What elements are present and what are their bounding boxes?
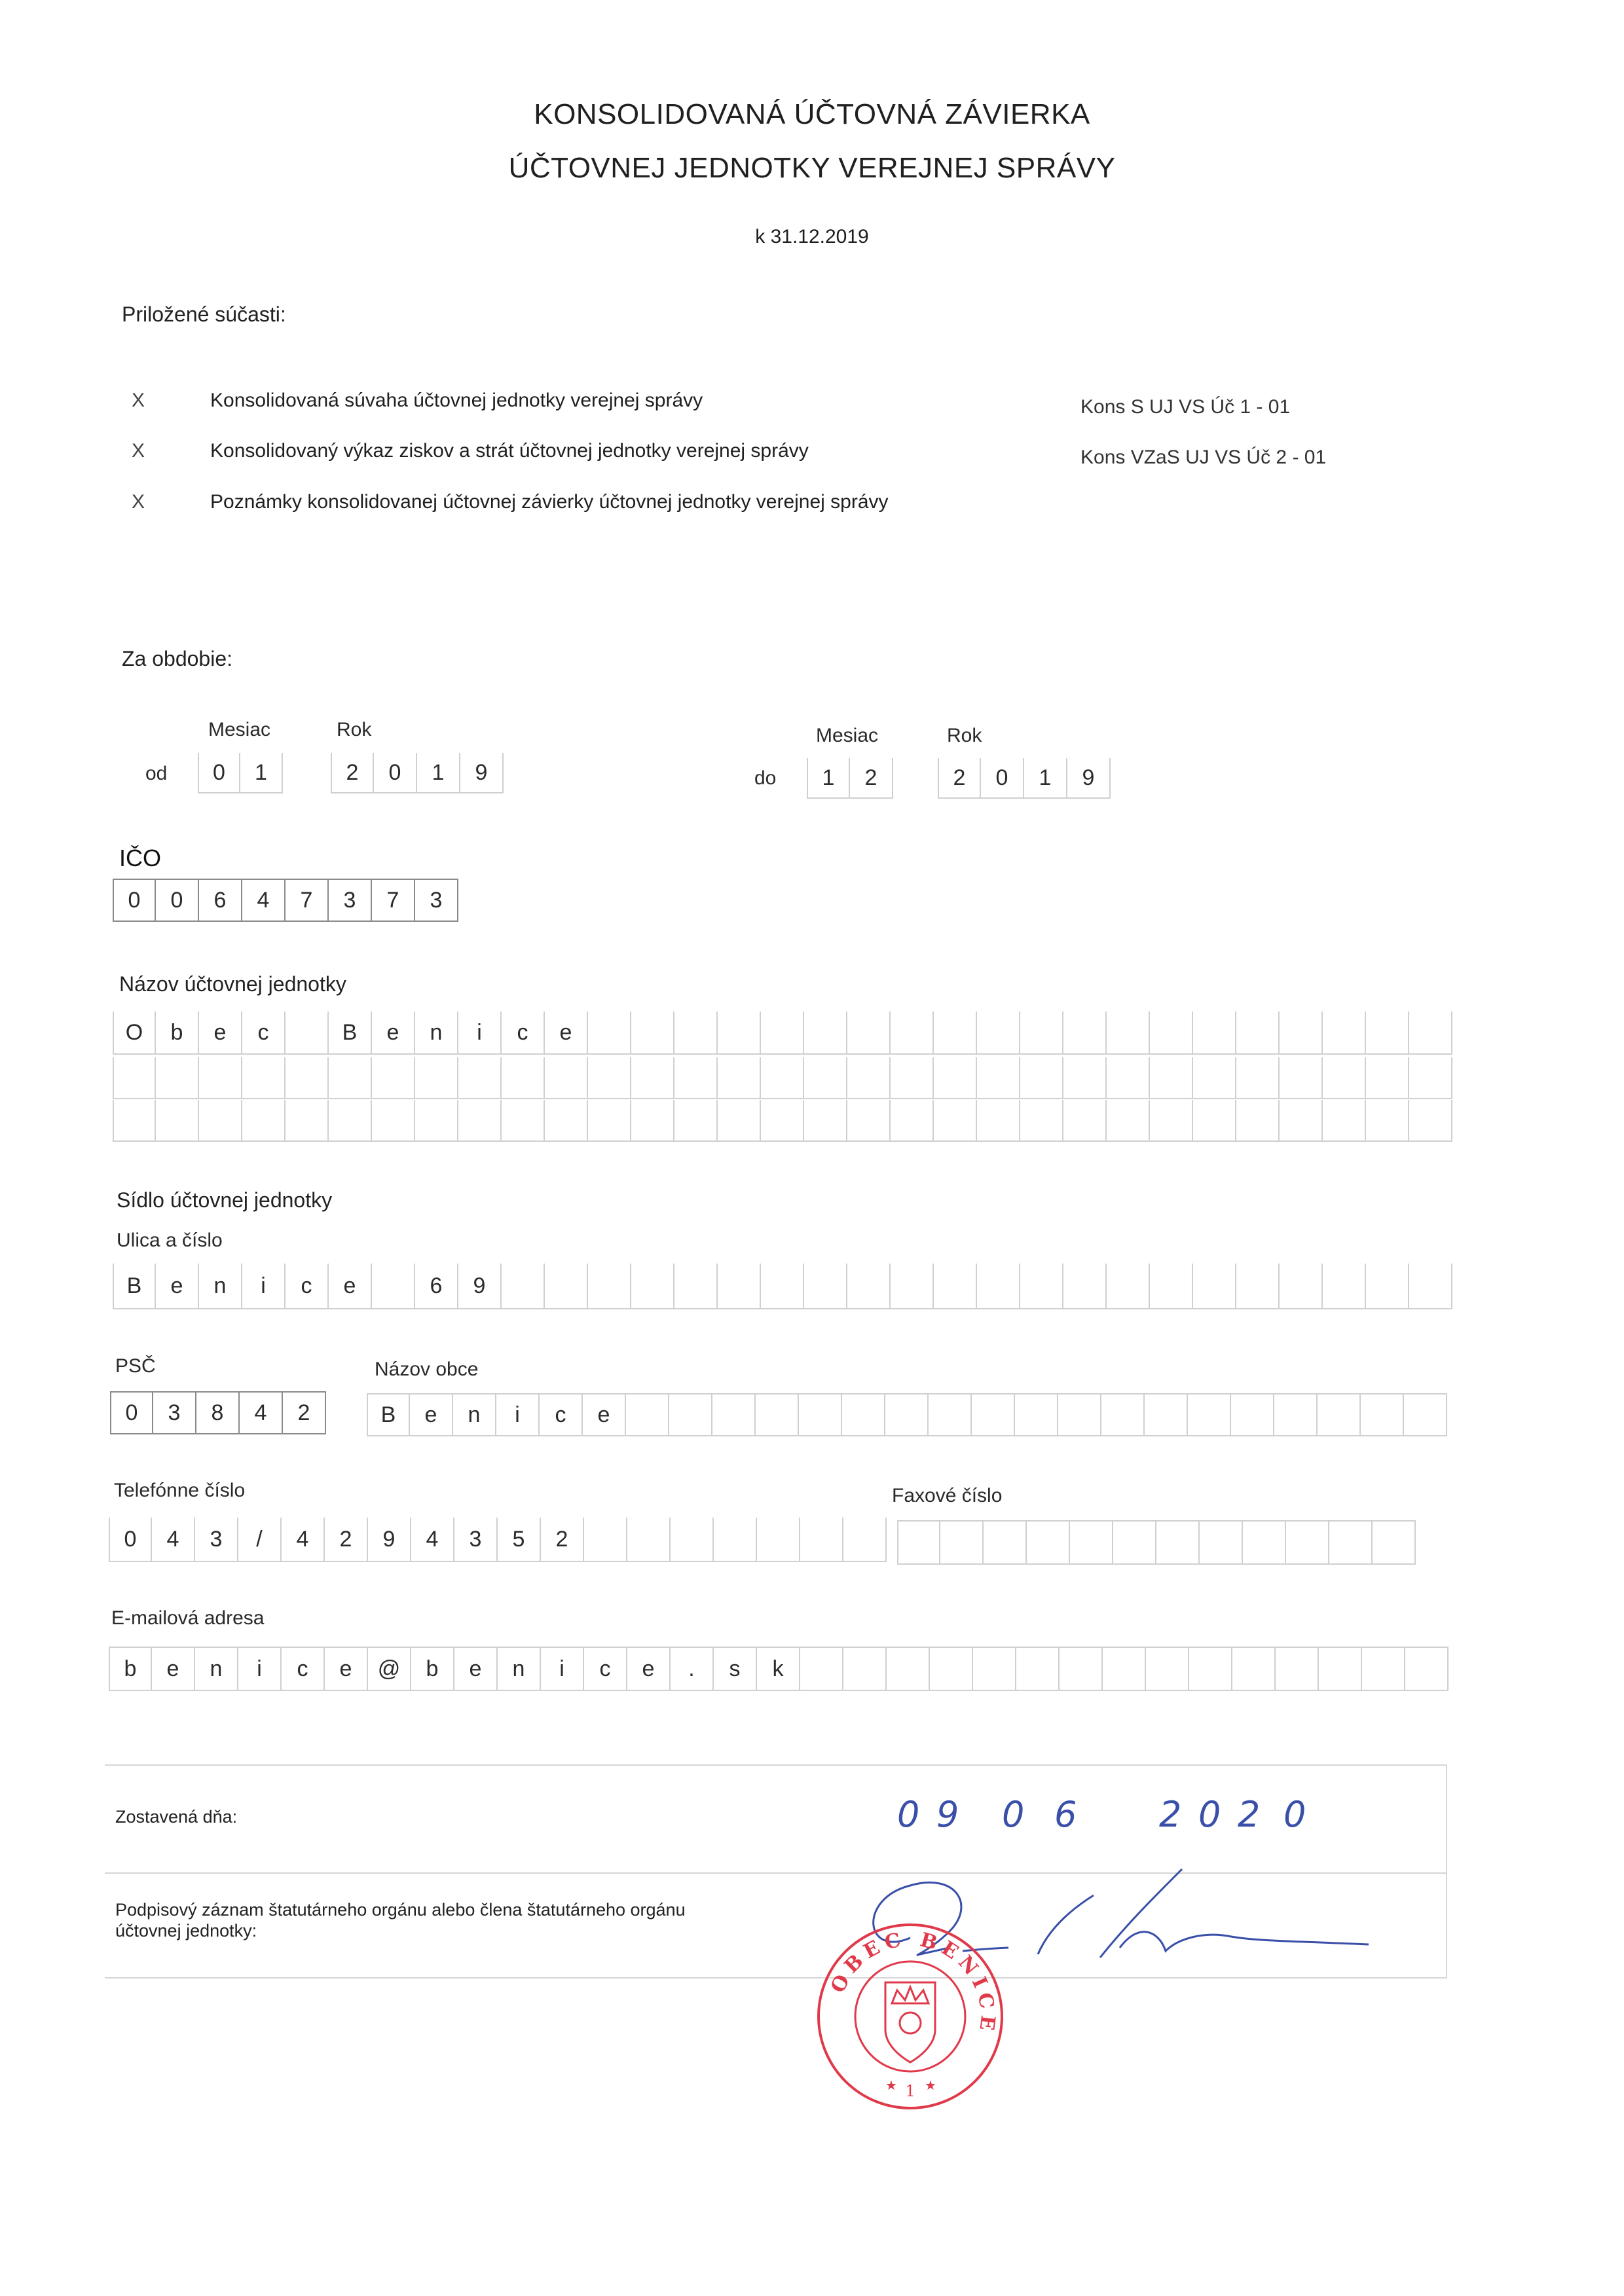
char-box xyxy=(799,1393,842,1436)
char-box xyxy=(286,1100,329,1142)
char-box xyxy=(761,1264,804,1309)
char-box xyxy=(1070,1520,1113,1565)
char-box xyxy=(1232,1647,1276,1691)
char-box xyxy=(1276,1647,1319,1691)
char-box xyxy=(1274,1393,1318,1436)
char-box: i xyxy=(541,1647,584,1691)
email-field[interactable] xyxy=(109,1647,1449,1691)
char-box xyxy=(1145,1393,1188,1436)
handwritten-date-digit: 0 xyxy=(1283,1794,1306,1835)
char-box xyxy=(1280,1100,1323,1142)
char-box: c xyxy=(286,1264,329,1309)
char-box xyxy=(1323,1264,1366,1309)
handwritten-date-digit: 9 xyxy=(936,1794,959,1835)
char-box xyxy=(1193,1100,1236,1142)
char-box xyxy=(671,1518,714,1562)
char-box: 5 xyxy=(498,1518,541,1562)
char-box xyxy=(718,1264,761,1309)
char-box xyxy=(588,1057,631,1099)
char-box: 0 xyxy=(198,753,240,793)
char-box: 2 xyxy=(541,1518,584,1562)
char-box: 1 xyxy=(807,758,850,799)
attachment-code: Kons VZaS UJ VS Úč 2 - 01 xyxy=(1080,446,1327,468)
char-box: 0 xyxy=(109,1518,152,1562)
char-box xyxy=(1193,1057,1236,1099)
char-box: 7 xyxy=(286,879,329,922)
char-box xyxy=(372,1100,415,1142)
from-year-label: Rok xyxy=(337,719,372,740)
ico-label: IČO xyxy=(119,845,162,871)
char-box xyxy=(545,1264,588,1309)
char-box: B xyxy=(329,1011,372,1055)
svg-text:OBEC BENICE: OBEC BENICE xyxy=(826,1927,999,2037)
char-box: 3 xyxy=(415,879,458,922)
char-box xyxy=(545,1057,588,1099)
char-box xyxy=(1193,1011,1236,1055)
svg-text:★: ★ xyxy=(885,2079,897,2093)
char-box xyxy=(588,1264,631,1309)
psc-field[interactable] xyxy=(110,1391,326,1434)
char-box xyxy=(415,1057,458,1099)
char-box: @ xyxy=(368,1647,411,1691)
char-box xyxy=(1243,1520,1286,1565)
char-box: / xyxy=(238,1518,282,1562)
char-box xyxy=(674,1057,718,1099)
attachment-mark: X xyxy=(131,390,145,411)
char-box xyxy=(847,1011,891,1055)
char-box xyxy=(887,1647,930,1691)
char-box: 4 xyxy=(242,879,286,922)
char-box xyxy=(977,1057,1020,1099)
char-box xyxy=(1020,1264,1063,1309)
char-box xyxy=(156,1057,199,1099)
from-month-label: Mesiac xyxy=(208,719,271,740)
char-box xyxy=(286,1011,329,1055)
char-box xyxy=(1409,1264,1452,1309)
char-box xyxy=(718,1011,761,1055)
char-box: 2 xyxy=(938,758,981,799)
fax-label: Faxové číslo xyxy=(892,1485,1003,1506)
char-box xyxy=(1323,1100,1366,1142)
char-box: 7 xyxy=(372,879,415,922)
to-year-label: Rok xyxy=(947,725,982,746)
char-box xyxy=(1236,1011,1280,1055)
char-box: 4 xyxy=(240,1391,283,1434)
char-box xyxy=(1362,1647,1405,1691)
char-box xyxy=(242,1100,286,1142)
char-box xyxy=(934,1011,977,1055)
char-box xyxy=(1404,1393,1447,1436)
char-box xyxy=(1280,1264,1323,1309)
char-box xyxy=(113,1100,156,1142)
footer-right-edge xyxy=(1446,1764,1447,1978)
char-box: 2 xyxy=(850,758,893,799)
char-box xyxy=(1361,1393,1404,1436)
char-box xyxy=(588,1100,631,1142)
char-box xyxy=(1366,1011,1409,1055)
char-box xyxy=(1200,1520,1243,1565)
char-box xyxy=(1193,1264,1236,1309)
char-box xyxy=(631,1011,674,1055)
char-box xyxy=(804,1057,847,1099)
char-box xyxy=(674,1011,718,1055)
char-box xyxy=(669,1393,712,1436)
char-box xyxy=(1323,1011,1366,1055)
char-box xyxy=(847,1264,891,1309)
char-box: e xyxy=(199,1011,242,1055)
char-box xyxy=(897,1520,940,1565)
char-box xyxy=(1150,1100,1193,1142)
char-box xyxy=(372,1264,415,1309)
char-box xyxy=(718,1057,761,1099)
char-box xyxy=(804,1011,847,1055)
char-box xyxy=(804,1100,847,1142)
char-box xyxy=(984,1520,1027,1565)
char-box: 3 xyxy=(329,879,372,922)
char-box xyxy=(1150,1264,1193,1309)
char-box xyxy=(1236,1057,1280,1099)
char-box xyxy=(199,1057,242,1099)
char-box: 8 xyxy=(196,1391,240,1434)
char-box: n xyxy=(453,1393,496,1436)
char-box: k xyxy=(757,1647,800,1691)
stamp-number: 1 xyxy=(905,2082,915,2100)
char-box: e xyxy=(152,1647,195,1691)
char-box: 9 xyxy=(368,1518,411,1562)
char-box xyxy=(674,1264,718,1309)
char-box xyxy=(113,1057,156,1099)
char-box xyxy=(415,1100,458,1142)
char-box xyxy=(1107,1057,1150,1099)
char-box xyxy=(502,1057,545,1099)
char-box xyxy=(199,1100,242,1142)
char-box: c xyxy=(242,1011,286,1055)
handwritten-date-digit: 2 xyxy=(1238,1794,1261,1835)
char-box: 3 xyxy=(153,1391,196,1434)
char-box: i xyxy=(496,1393,540,1436)
char-box: c xyxy=(502,1011,545,1055)
char-box xyxy=(930,1647,973,1691)
char-box xyxy=(631,1100,674,1142)
char-box: . xyxy=(671,1647,714,1691)
char-box xyxy=(674,1100,718,1142)
char-box: e xyxy=(410,1393,453,1436)
compiled-date-field[interactable] xyxy=(897,1794,1316,1840)
char-box xyxy=(631,1057,674,1099)
char-box xyxy=(891,1011,934,1055)
char-box xyxy=(329,1100,372,1142)
char-box xyxy=(756,1393,799,1436)
char-box: 6 xyxy=(199,879,242,922)
char-box: e xyxy=(325,1647,368,1691)
char-box: 1 xyxy=(417,753,460,793)
char-box xyxy=(1015,1393,1058,1436)
char-box xyxy=(588,1011,631,1055)
char-box xyxy=(584,1518,627,1562)
attachment-text: Konsolidovaný výkaz ziskov a strát účtovnej jednotky verejnej správy xyxy=(210,440,809,462)
attachments-heading: Priložené súčasti: xyxy=(122,302,286,326)
official-stamp xyxy=(812,1918,1008,2115)
attachment-code: Kons S UJ VS Úč 1 - 01 xyxy=(1080,396,1291,418)
char-box: 3 xyxy=(195,1518,238,1562)
compiled-label: Zostavená dňa: xyxy=(115,1807,238,1827)
char-box xyxy=(891,1100,934,1142)
char-box xyxy=(1063,1100,1107,1142)
char-box xyxy=(1189,1647,1232,1691)
from-year-field[interactable] xyxy=(331,753,504,793)
attachment-mark: X xyxy=(131,491,145,513)
name-field-row1[interactable] xyxy=(113,1011,1452,1055)
char-box xyxy=(934,1057,977,1099)
char-box xyxy=(934,1100,977,1142)
char-box xyxy=(627,1518,671,1562)
char-box xyxy=(286,1057,329,1099)
char-box xyxy=(1020,1057,1063,1099)
char-box xyxy=(458,1100,502,1142)
char-box xyxy=(631,1264,674,1309)
char-box: 1 xyxy=(1024,758,1067,799)
char-box xyxy=(761,1057,804,1099)
char-box xyxy=(1150,1011,1193,1055)
char-box: 4 xyxy=(152,1518,195,1562)
from-month-field[interactable] xyxy=(198,753,283,793)
char-box: 0 xyxy=(156,879,199,922)
char-box xyxy=(1150,1057,1193,1099)
char-box xyxy=(929,1393,972,1436)
signature-label-line1: Podpisový záznam štatutárneho orgánu alebo člena štatutárneho orgánu xyxy=(115,1900,686,1920)
char-box xyxy=(1058,1393,1101,1436)
char-box xyxy=(1146,1647,1189,1691)
handwritten-date-digit: 0 xyxy=(897,1794,920,1835)
char-box: 9 xyxy=(460,753,504,793)
char-box xyxy=(718,1100,761,1142)
attachment-text: Poznámky konsolidovanej účtovnej závierky účtovnej jednotky verejnej správy xyxy=(210,491,889,513)
phone-label: Telefónne číslo xyxy=(114,1480,246,1501)
char-box xyxy=(977,1264,1020,1309)
char-box: 3 xyxy=(454,1518,498,1562)
char-box xyxy=(843,1647,887,1691)
char-box xyxy=(843,1518,887,1562)
footer-divider-top xyxy=(105,1764,1447,1766)
char-box: i xyxy=(238,1647,282,1691)
char-box xyxy=(885,1393,929,1436)
char-box xyxy=(1236,1264,1280,1309)
char-box xyxy=(1027,1520,1070,1565)
char-box xyxy=(934,1264,977,1309)
char-box xyxy=(891,1057,934,1099)
char-box: e xyxy=(372,1011,415,1055)
fax-field[interactable] xyxy=(897,1520,1416,1565)
char-box: 4 xyxy=(411,1518,454,1562)
to-month-label: Mesiac xyxy=(816,725,879,746)
char-box xyxy=(1020,1100,1063,1142)
char-box xyxy=(1113,1520,1156,1565)
char-box xyxy=(1063,1057,1107,1099)
char-box xyxy=(1063,1011,1107,1055)
char-box: 9 xyxy=(1067,758,1111,799)
char-box: c xyxy=(282,1647,325,1691)
char-box xyxy=(1405,1647,1449,1691)
name-label: Názov účtovnej jednotky xyxy=(119,972,346,996)
char-box xyxy=(1366,1100,1409,1142)
char-box xyxy=(800,1647,843,1691)
city-field[interactable] xyxy=(367,1393,1447,1436)
char-box xyxy=(1409,1100,1452,1142)
char-box: B xyxy=(113,1264,156,1309)
char-box: e xyxy=(454,1647,498,1691)
char-box: n xyxy=(199,1264,242,1309)
char-box xyxy=(502,1264,545,1309)
attachment-mark: X xyxy=(131,440,145,462)
char-box xyxy=(977,1011,1020,1055)
char-box xyxy=(804,1264,847,1309)
char-box xyxy=(1280,1057,1323,1099)
char-box xyxy=(1107,1011,1150,1055)
char-box xyxy=(1319,1647,1362,1691)
char-box xyxy=(242,1057,286,1099)
char-box xyxy=(714,1518,757,1562)
char-box xyxy=(1323,1057,1366,1099)
name-field-row3[interactable] xyxy=(113,1100,1452,1142)
char-box: 0 xyxy=(981,758,1024,799)
handwritten-date-digit: 0 xyxy=(1002,1794,1025,1835)
char-box xyxy=(1107,1100,1150,1142)
char-box: 2 xyxy=(283,1391,326,1434)
char-box: e xyxy=(156,1264,199,1309)
to-label: do xyxy=(754,767,777,789)
char-box xyxy=(800,1518,843,1562)
char-box: e xyxy=(627,1647,671,1691)
char-box xyxy=(977,1100,1020,1142)
char-box: e xyxy=(329,1264,372,1309)
char-box xyxy=(1188,1393,1231,1436)
char-box xyxy=(545,1100,588,1142)
char-box: n xyxy=(498,1647,541,1691)
char-box: s xyxy=(714,1647,757,1691)
char-box xyxy=(1101,1393,1145,1436)
char-box xyxy=(847,1100,891,1142)
char-box xyxy=(973,1647,1016,1691)
street-label: Ulica a číslo xyxy=(117,1230,223,1251)
char-box: O xyxy=(113,1011,156,1055)
char-box: 0 xyxy=(110,1391,153,1434)
ico-field[interactable] xyxy=(113,879,458,922)
char-box: i xyxy=(242,1264,286,1309)
char-box xyxy=(940,1520,984,1565)
char-box: c xyxy=(540,1393,583,1436)
char-box: 2 xyxy=(325,1518,368,1562)
char-box xyxy=(761,1011,804,1055)
char-box xyxy=(1020,1011,1063,1055)
char-box: i xyxy=(458,1011,502,1055)
char-box: b xyxy=(156,1011,199,1055)
char-box: b xyxy=(109,1647,152,1691)
char-box xyxy=(1236,1100,1280,1142)
char-box xyxy=(891,1264,934,1309)
char-box xyxy=(458,1057,502,1099)
document-title-line1: KONSOLIDOVANÁ ÚČTOVNÁ ZÁVIERKA xyxy=(534,98,1090,130)
char-box xyxy=(757,1518,800,1562)
email-label: E-mailová adresa xyxy=(111,1607,265,1629)
char-box xyxy=(1366,1057,1409,1099)
char-box: 6 xyxy=(415,1264,458,1309)
char-box xyxy=(972,1393,1015,1436)
char-box xyxy=(156,1100,199,1142)
handwritten-date-digit: 6 xyxy=(1054,1794,1077,1835)
char-box xyxy=(1103,1647,1146,1691)
char-box xyxy=(372,1057,415,1099)
char-box xyxy=(1231,1393,1274,1436)
char-box xyxy=(329,1057,372,1099)
signature-label-line2: účtovnej jednotky: xyxy=(115,1921,257,1941)
char-box: n xyxy=(195,1647,238,1691)
char-box: n xyxy=(415,1011,458,1055)
char-box xyxy=(1016,1647,1060,1691)
document-title-line2: ÚČTOVNEJ JEDNOTKY VEREJNEJ SPRÁVY xyxy=(508,152,1116,184)
char-box xyxy=(1409,1057,1452,1099)
char-box: e xyxy=(583,1393,626,1436)
char-box xyxy=(712,1393,756,1436)
char-box xyxy=(1156,1520,1200,1565)
char-box xyxy=(847,1057,891,1099)
char-box xyxy=(626,1393,669,1436)
char-box xyxy=(1373,1520,1416,1565)
to-year-field[interactable] xyxy=(938,758,1111,799)
from-label: od xyxy=(145,763,168,784)
char-box: 4 xyxy=(282,1518,325,1562)
char-box xyxy=(842,1393,885,1436)
psc-label: PSČ xyxy=(115,1355,156,1377)
char-box: 0 xyxy=(374,753,417,793)
char-box xyxy=(1329,1520,1373,1565)
char-box xyxy=(1107,1264,1150,1309)
char-box: b xyxy=(411,1647,454,1691)
char-box xyxy=(1366,1264,1409,1309)
char-box xyxy=(1318,1393,1361,1436)
char-box: 9 xyxy=(458,1264,502,1309)
char-box xyxy=(761,1100,804,1142)
char-box: 1 xyxy=(240,753,283,793)
char-box: 0 xyxy=(113,879,156,922)
to-month-field[interactable] xyxy=(807,758,893,799)
street-field[interactable] xyxy=(113,1264,1452,1309)
report-date: k 31.12.2019 xyxy=(755,226,869,247)
phone-field[interactable] xyxy=(109,1518,887,1562)
char-box xyxy=(1060,1647,1103,1691)
char-box: e xyxy=(545,1011,588,1055)
char-box xyxy=(1063,1264,1107,1309)
char-box xyxy=(502,1100,545,1142)
char-box xyxy=(1409,1011,1452,1055)
seat-heading: Sídlo účtovnej jednotky xyxy=(117,1188,333,1212)
name-field-row2[interactable] xyxy=(113,1057,1452,1099)
char-box: B xyxy=(367,1393,410,1436)
handwritten-date-digit: 0 xyxy=(1198,1794,1221,1835)
handwritten-date-digit: 2 xyxy=(1159,1794,1182,1835)
attachment-text: Konsolidovaná súvaha účtovnej jednotky verejnej správy xyxy=(210,390,703,411)
char-box xyxy=(1280,1011,1323,1055)
period-heading: Za obdobie: xyxy=(122,647,233,670)
svg-text:★: ★ xyxy=(925,2079,936,2093)
char-box: 2 xyxy=(331,753,374,793)
city-label: Názov obce xyxy=(375,1358,479,1380)
char-box: c xyxy=(584,1647,627,1691)
char-box xyxy=(1286,1520,1329,1565)
